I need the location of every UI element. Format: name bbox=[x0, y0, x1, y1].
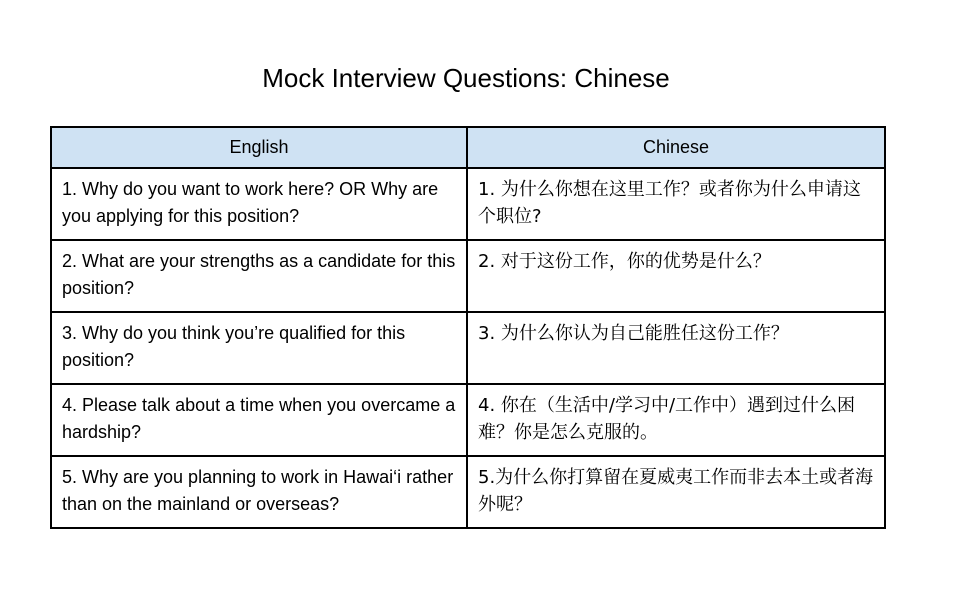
column-header-english: English bbox=[51, 127, 467, 168]
chinese-question-cell: 2. 对于这份工作，你的优势是什么？ bbox=[467, 240, 885, 312]
english-question-cell: 1. Why do you want to work here? OR Why are you applying for this position? bbox=[51, 168, 467, 240]
table-row bbox=[51, 456, 885, 528]
table-row bbox=[51, 384, 885, 456]
questions-table bbox=[50, 126, 886, 529]
english-question-cell: 5. Why are you planning to work in Hawai‘i rather than on the mainland or overseas? bbox=[51, 456, 467, 528]
table-header-row bbox=[51, 127, 885, 168]
english-question-cell: 2. What are your strengths as a candidate for this position? bbox=[51, 240, 467, 312]
table-row bbox=[51, 168, 885, 240]
chinese-question-cell: 1. 为什么你想在这里工作？或者你为什么申请这个职位? bbox=[467, 168, 885, 240]
chinese-question-cell: 3. 为什么你认为自己能胜任这份工作？ bbox=[467, 312, 885, 384]
column-header-chinese: Chinese bbox=[467, 127, 885, 168]
page-title: Mock Interview Questions: Chinese bbox=[262, 63, 670, 93]
table-row bbox=[51, 240, 885, 312]
table-row bbox=[51, 312, 885, 384]
chinese-question-cell: 4. 你在（生活中/学习中/工作中）遇到过什么困难？你是怎么克服的。 bbox=[467, 384, 885, 456]
chinese-question-cell: 5.为什么你打算留在夏威夷工作而非去本土或者海外呢？ bbox=[467, 456, 885, 528]
english-question-cell: 3. Why do you think you’re qualified for this position? bbox=[51, 312, 467, 384]
english-question-cell: 4. Please talk about a time when you overcame a hardship? bbox=[51, 384, 467, 456]
